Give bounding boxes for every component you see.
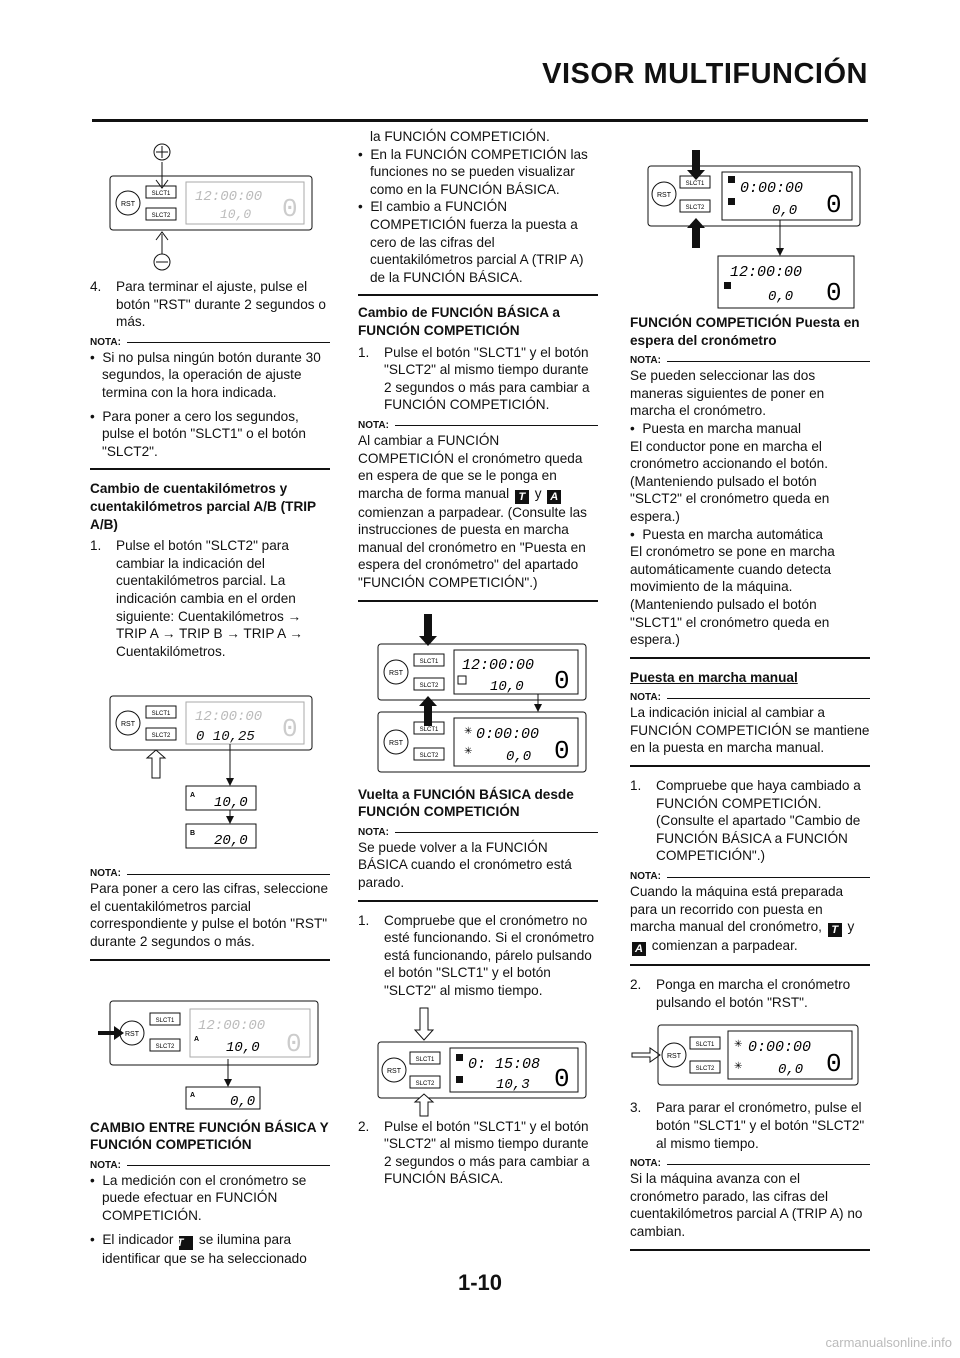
a-indicator-icon: A [632,942,646,956]
svg-text:SLCT2: SLCT2 [419,752,439,759]
svg-text:0:00:00: 0:00:00 [740,180,804,197]
svg-text:0: 15:08: 0: 15:08 [468,1055,541,1073]
slct2-label: SLCT2 [151,213,171,219]
note-label: NOTA: [90,337,330,349]
svg-text:A: A [190,1091,196,1099]
t-indicator-icon: T [515,490,529,504]
svg-text:12:00:00: 12:00:00 [195,709,263,726]
figure-trip-reset [90,971,330,1111]
note-block: NOTA: Si la máquina avanza con el cronómetro parado, las cifras del cuentakilómetros parcial A (TRIP A) no cambian. [630,1158,870,1250]
note-block: NOTA: • Si no pulsa ningún botón durante 30 segundos, la operación de ajuste termina con la hora indicada. • Para poner a cero los segundos, pulse el botón "SLCT1" o el botón "SLCT2". [90,337,330,471]
figure-basic-to-competition [358,612,598,782]
svg-text:RST: RST [387,1067,401,1075]
note-bullet: Si no pulsa ningún botón durante 30 segundos, la operación de ajuste termina con la hora indicada. [102,349,321,400]
svg-text:SLCT1: SLCT1 [415,1056,435,1063]
note-bullet: Para poner a cero los segundos, pulse el botón "SLCT1" o el botón "SLCT2". [102,408,306,459]
svg-text:RST: RST [667,1053,681,1061]
note-block: NOTA: Al cambiar a FUNCIÓN COMPETICIÓN el cronómetro queda en espera de que se le ponga en marcha de forma manual T y A comienzan a parpadear. (Consulte las instrucciones de puesta en marcha manual del cronómetro en "Puesta en espera del cronómetro" del apartado "FUNCIÓN COMPETICIÓN".) [358,420,598,602]
slct1-label: SLCT1 [151,191,171,197]
blink-icon: ✳ [464,725,473,737]
svg-text:SLCT2: SLCT2 [415,1080,435,1087]
svg-text:SLCT1: SLCT1 [155,1017,175,1024]
svg-text:SLCT1: SLCT1 [685,181,705,187]
svg-text:SLCT1: SLCT1 [419,726,439,733]
section-title: CAMBIO ENTRE FUNCIÓN BÁSICA Y FUNCIÓN COMPETICIÓN [90,1119,329,1153]
figure-timer-start [630,1017,870,1099]
figure-clock-adjust [90,128,330,278]
note-block: NOTA: Cuando la máquina está preparada para un recorrido con puesta en marcha manual del cronómetro, T y A comienzan a parpadear. [630,871,870,966]
page-title: VISOR MULTIFUNCIÓN [542,58,868,90]
step-text: Para terminar el ajuste, pulse el botón "RST" durante 2 segundos o más. [116,279,326,330]
svg-text:✳: ✳ [734,1061,743,1073]
section-title: FUNCIÓN COMPETICIÓN Puesta en espera del cronómetro [630,315,860,348]
figure-competition-standby [630,128,870,314]
t-indicator-icon: T [828,923,842,937]
svg-text:RST: RST [121,721,135,729]
trip-a-readout: 10,0 [214,795,248,812]
svg-text:SLCT1: SLCT1 [695,1042,715,1049]
svg-text:0: 0 [826,278,842,308]
blink-icon: ✳ [464,745,473,757]
svg-text:RST: RST [389,669,403,677]
svg-text:0,0: 0,0 [506,748,532,765]
footer-watermark: carmanualsonline.info [825,1335,952,1350]
section-title: Vuelta a FUNCIÓN BÁSICA desde FUNCIÓN COMPETICIÓN [358,786,574,820]
svg-text:0: 0 [554,665,570,696]
svg-text:10,3: 10,3 [496,1076,530,1093]
svg-text:0:00:00: 0:00:00 [748,1039,812,1057]
note-block: NOTA: • La medición con el cronómetro se puede efectuar en FUNCIÓN COMPETICIÓN. • El indicador T se ilumina para identificar que se ha seleccionado [90,1160,330,1267]
column-3: RST SLCT1 SLCT2 0:00:00 0,0 0 12:00:00 0,0 0 FUNCIÓN COMPETICIÓN Puesta en espera del cronómetro NOTA: Se pueden seleccionar las dos maneras siguientes de poner en marcha el cronómetro. • Puesta en marcha manual El conductor pone en marcha el cronómetro accionando el botón. (Manteniendo pulsado el botón "SLCT2" el cronómetro queda en espera.) • Puesta en marcha automática El cronómetro se pone en marcha automáticamente cuando detecta movimiento de la máquina. (Manteniendo pulsado el botón "SLCT1" el cronómetro queda en espera.) Puesta en marcha manual NOTA: La indicación inicial al cambiar a FUNCIÓN COMPETICIÓN se mantiene en la puesta en marcha manual. 1. Compruebe que haya cambiado a FUNCIÓN COMPETICIÓN. (Consulte el apartado "Cambio de FUNCIÓN BÁSICA a FUNCIÓN COMPETICIÓN".) NOTA: Cuando la máquina está preparada para un recorrido con puesta en marcha manual del cronómetro, T y A comienzan a parpadear. 2. Ponga en marcha el cronómetro pulsando el botón "RST". RST SLCT1 SLCT2 ✳ ✳ 0:00:00 0,0 0 3. Para parar el cronómetro, pulse el botón "SLCT1" y el botón "SLCT2" al mismo tiempo. NOTA: Si la máquina avanza con el cronómetro parado, las cifras del cuentakilómetros parcial A (TRIP A) no cambian. [630,128,870,1261]
step-number: 1. [90,538,102,554]
rst-label: RST [121,201,135,208]
trip-zero-readout: 0,0 [230,1093,256,1110]
note-text: Para poner a cero las cifras, seleccione el cuentakilómetros parcial correspondiente y pulse el botón "RST" durante 2 segundos o más. [90,881,329,950]
svg-text:RST: RST [389,739,403,747]
svg-text:SLCT2: SLCT2 [419,682,439,689]
svg-text:✳: ✳ [734,1039,743,1051]
svg-text:0,0: 0,0 [772,203,798,219]
svg-text:0: 0 [554,735,570,766]
column-2: la FUNCIÓN COMPETICIÓN. • En la FUNCIÓN COMPETICIÓN las funciones no se pueden visualizar como en la FUNCIÓN BÁSICA. • El cambio a FUNCIÓN COMPETICIÓN fuerza la puesta a cero de las cifras del cuentakilómetros parcial A (TRIP A) de la FUNCIÓN BÁSICA. Cambio de FUNCIÓN BÁSICA a FUNCIÓN COMPETICIÓN 1. Pulse el botón "SLCT1" y el botón "SLCT2" al mismo tiempo durante 2 segundos o más para cambiar a FUNCIÓN COMPETICIÓN. NOTA: Al cambiar a FUNCIÓN COMPETICIÓN el cronómetro queda en espera de que se le ponga en marcha de forma manual T y A comienzan a parpadear. (Consulte las instrucciones de puesta en marcha manual del cronómetro en "Puesta en espera del cronómetro" del apartado "FUNCIÓN COMPETICIÓN".) RST SLCT1 SLCT2 12:00:00 10,0 0 RST SLCT1 SLCT2 ✳ ✳ 0:00:00 0,0 0 Vuelta a FUNCIÓN BÁSICA desde FUNCIÓN COMPETICIÓN NOTA: Se puede volver a la FUNCIÓN BÁSICA cuando el cronómetro está parado. 1. Compruebe que el cronómetro no esté funcionando. Si el cronómetro está funcionando, párelo pulsando el botón "SLCT1" y el botón "SLCT2" al mismo tiempo. RST SLCT1 SLCT2 0: 15:08 10,3 0 2. Pulse el botón "SLCT1" y el botón "SLCT2" al mismo tiempo durante 2 segundos o más para cambiar a FUNCIÓN BÁSICA. [358,128,598,1194]
odometer-readout: 0 10,25 [196,729,255,746]
svg-text:10,0: 10,0 [490,678,524,695]
svg-text:0: 0 [826,1049,842,1080]
svg-text:A: A [194,1035,200,1043]
svg-text:0: 0 [282,714,298,745]
svg-text:0: 0 [286,1028,302,1059]
figure-timer-stopped [358,1006,598,1118]
svg-text:SLCT2: SLCT2 [695,1066,715,1073]
svg-text:RST: RST [125,1030,139,1038]
svg-text:12:00:00: 12:00:00 [730,264,803,281]
svg-text:12:00:00: 12:00:00 [198,1017,266,1034]
svg-text:SLCT2: SLCT2 [155,1043,175,1050]
header-rule [92,119,868,122]
svg-text:A: A [190,792,196,800]
svg-text:0: 0 [554,1063,570,1094]
svg-text:SLCT2: SLCT2 [685,205,705,211]
svg-text:RST: RST [657,192,671,199]
note-block: NOTA: Para poner a cero las cifras, seleccione el cuentakilómetros parcial correspondiente y pulse el botón "RST" durante 2 segundos o más. [90,868,330,960]
timer-readout: 0:00:00 [476,725,540,743]
speed-readout: 0 [282,194,298,224]
note-block: NOTA: La indicación inicial al cambiar a FUNCIÓN COMPETICIÓN se mantiene en la puesta en marcha manual. [630,692,870,767]
note-block: NOTA: Se pueden seleccionar las dos maneras siguientes de poner en marcha el cronómetro. • Puesta en marcha manual El conductor pone en marcha el cronómetro accionando el botón. (Manteniendo pulsado el botón "SLCT2" el cronómetro queda en espera.) • Puesta en marcha automática El cronómetro se pone en marcha automáticamente cuando detecta movimiento de la máquina. (Manteniendo pulsado el botón "SLCT1" el cronómetro queda en espera.) [630,355,870,659]
svg-text:0: 0 [826,190,842,220]
svg-text:SLCT2: SLCT2 [151,733,171,740]
step-text: Pulse el botón "SLCT2" para cambiar la indicación del cuentakilómetros parcial. La indicación cambia en el orden siguiente: Cuentakilómetros → TRIP A → TRIP B → TRIP A → Cuentakilómetros. [116,538,303,659]
svg-text:0,0: 0,0 [778,1062,804,1079]
svg-text:SLCT1: SLCT1 [151,711,171,718]
svg-text:SLCT1: SLCT1 [419,658,439,665]
svg-text:B: B [190,830,196,838]
trip-b-readout: 20,0 [214,833,248,850]
step-number: 4. [90,279,102,294]
svg-text:0,0: 0,0 [768,289,794,305]
section-title: Cambio de FUNCIÓN BÁSICA a FUNCIÓN COMPETICIÓN [358,305,560,338]
t-indicator-icon: T [179,1236,193,1250]
subsection-title: Puesta en marcha manual [630,669,798,685]
a-indicator-icon: A [547,490,561,504]
column-1 [90,128,330,1267]
trip-readout: 10,0 [220,207,252,222]
figure-trip-cycle [90,666,330,862]
page-number: 1-10 [457,1270,503,1295]
clock-readout: 12:00:00 [195,189,263,205]
svg-text:10,0: 10,0 [226,1039,260,1056]
section-title: Cambio de cuentakilómetros y cuentakilómetros parcial A/B (TRIP A/B) [90,481,316,532]
svg-text:12:00:00: 12:00:00 [462,656,535,674]
note-block: NOTA: Se puede volver a la FUNCIÓN BÁSICA cuando el cronómetro está parado. [358,827,598,902]
